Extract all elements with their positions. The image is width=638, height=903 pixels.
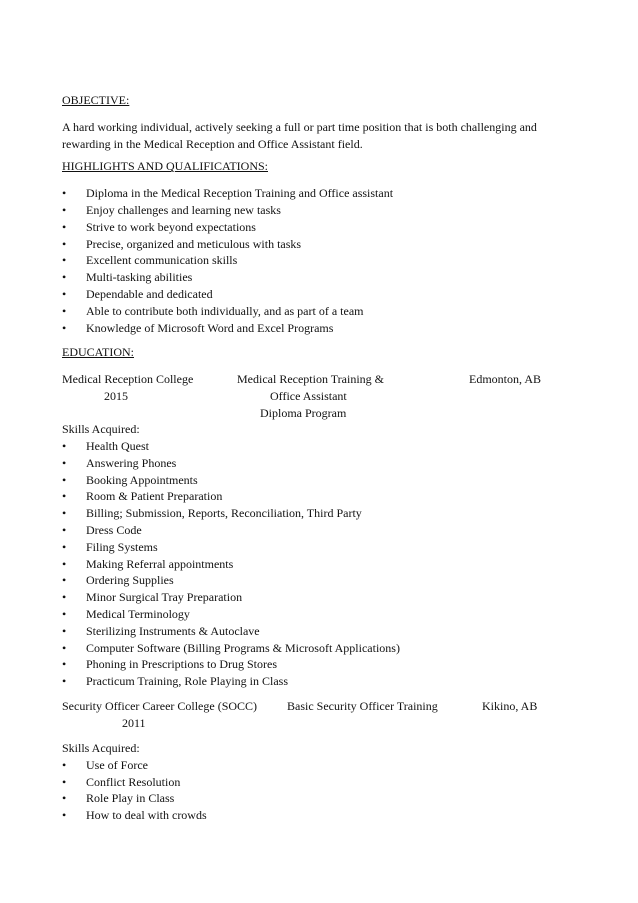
program-name-line-1: Medical Reception Training & [237, 372, 384, 387]
bullet-text: Room & Patient Preparation [86, 489, 223, 504]
bullet-icon: • [62, 236, 67, 251]
bullet-text: Dependable and dedicated [86, 286, 213, 301]
bullet-item [62, 303, 582, 320]
bullet-item [62, 438, 582, 455]
bullet-item [62, 269, 582, 286]
bullet-item [62, 505, 582, 522]
school-name: Security Officer Career College (SOCC) [62, 698, 258, 713]
bullet-text: Filing Systems [86, 539, 158, 554]
bullet-text: Multi-tasking abilities [86, 270, 193, 285]
school-location: Edmonton, AB [469, 372, 542, 387]
bullet-icon: • [62, 539, 67, 554]
bullet-icon: • [62, 573, 67, 588]
bullet-text: Minor Surgical Tray Preparation [86, 590, 243, 605]
bullet-icon: • [62, 791, 67, 806]
bullet-text: Conflict Resolution [86, 774, 181, 789]
bullet-text: Precise, organized and meticulous with tasks [86, 236, 302, 251]
program-name-line-1: Basic Security Officer Training [287, 698, 438, 713]
program-name-line-3: Diploma Program [260, 405, 347, 420]
bullet-icon: • [62, 303, 67, 318]
highlights-heading: HIGHLIGHTS AND QUALIFICATIONS: [62, 159, 268, 174]
bullet-text: Booking Appointments [86, 472, 198, 487]
skills-label: Skills Acquired: [62, 422, 140, 437]
bullet-text: Strive to work beyond expectations [86, 219, 256, 234]
bullet-icon: • [62, 489, 67, 504]
bullet-text: Diploma in the Medical Reception Training and Office assistant [86, 186, 394, 201]
objective-text-line-2: rewarding in the Medical Reception and Office Assistant field. [62, 136, 363, 151]
bullet-item [62, 455, 582, 472]
bullet-item [62, 236, 582, 253]
bullet-item [62, 556, 582, 573]
school-year: 2015 [104, 388, 128, 403]
bullet-icon: • [62, 606, 67, 621]
bullet-item [62, 286, 582, 303]
bullet-icon: • [62, 774, 67, 789]
education-entry-1 [62, 371, 582, 421]
bullet-text: Computer Software (Billing Programs & Microsoft Applications) [86, 640, 400, 655]
bullet-item [62, 656, 582, 673]
bullet-icon: • [62, 657, 67, 672]
bullet-icon: • [62, 219, 67, 234]
school-year: 2011 [122, 715, 146, 730]
bullet-icon: • [62, 808, 67, 823]
bullet-text: Sterilizing Instruments & Autoclave [86, 623, 260, 638]
bullet-icon: • [62, 270, 67, 285]
bullet-text: Ordering Supplies [86, 573, 174, 588]
bullet-text: Knowledge of Microsoft Word and Excel Programs [86, 320, 334, 335]
program-name-line-2: Office Assistant [270, 388, 347, 403]
bullet-item [62, 488, 582, 505]
school-name: Medical Reception College [62, 372, 194, 387]
bullet-icon: • [62, 320, 67, 335]
bullet-item [62, 252, 582, 269]
bullet-icon: • [62, 472, 67, 487]
bullet-text: How to deal with crowds [86, 808, 207, 823]
bullet-item [62, 185, 582, 202]
bullet-item [62, 320, 582, 337]
objective-text-line-1: A hard working individual, actively seeking a full or part time position that is both challenging and [62, 119, 537, 134]
bullet-item [62, 522, 582, 539]
bullet-item [62, 472, 582, 489]
skills-label: Skills Acquired: [62, 740, 140, 755]
objective-heading: OBJECTIVE: [62, 93, 130, 107]
bullet-item [62, 640, 582, 657]
bullet-text: Excellent communication skills [86, 253, 238, 268]
highlights-list [62, 185, 582, 336]
bullet-text: Practicum Training, Role Playing in Class [86, 674, 289, 689]
bullet-item [62, 774, 582, 791]
bullet-item [62, 673, 582, 690]
bullet-text: Enjoy challenges and learning new tasks [86, 202, 281, 217]
skills-list [62, 757, 582, 824]
bullet-item [62, 572, 582, 589]
bullet-text: Dress Code [86, 522, 142, 537]
bullet-icon: • [62, 640, 67, 655]
bullet-icon: • [62, 522, 67, 537]
bullet-item [62, 807, 582, 824]
bullet-text: Role Play in Class [86, 791, 175, 806]
bullet-icon: • [62, 253, 67, 268]
bullet-icon: • [62, 438, 67, 453]
bullet-text: Medical Terminology [86, 606, 190, 621]
bullet-icon: • [62, 455, 67, 470]
bullet-item [62, 606, 582, 623]
bullet-item [62, 589, 582, 606]
bullet-item [62, 623, 582, 640]
bullet-icon: • [62, 286, 67, 301]
school-location: Kikino, AB [482, 698, 538, 713]
bullet-item [62, 790, 582, 807]
bullet-icon: • [62, 556, 67, 571]
bullet-item [62, 219, 582, 236]
education-heading: EDUCATION: [62, 345, 134, 360]
bullet-icon: • [62, 590, 67, 605]
bullet-text: Use of Force [86, 757, 148, 772]
bullet-icon: • [62, 202, 67, 217]
bullet-item [62, 757, 582, 774]
bullet-item [62, 539, 582, 556]
bullet-text: Answering Phones [86, 455, 177, 470]
resume-page [62, 92, 582, 824]
bullet-text: Making Referral appointments [86, 556, 234, 571]
bullet-icon: • [62, 757, 67, 772]
bullet-text: Able to contribute both individually, and as part of a team [86, 303, 364, 318]
education-entry-2 [62, 698, 582, 732]
skills-list [62, 438, 582, 690]
bullet-icon: • [62, 506, 67, 521]
bullet-text: Health Quest [86, 438, 149, 453]
bullet-icon: • [62, 623, 67, 638]
bullet-icon: • [62, 186, 67, 201]
bullet-icon: • [62, 674, 67, 689]
bullet-text: Billing; Submission, Reports, Reconciliation, Third Party [86, 506, 362, 521]
bullet-item [62, 202, 582, 219]
bullet-text: Phoning in Prescriptions to Drug Stores [86, 657, 277, 672]
